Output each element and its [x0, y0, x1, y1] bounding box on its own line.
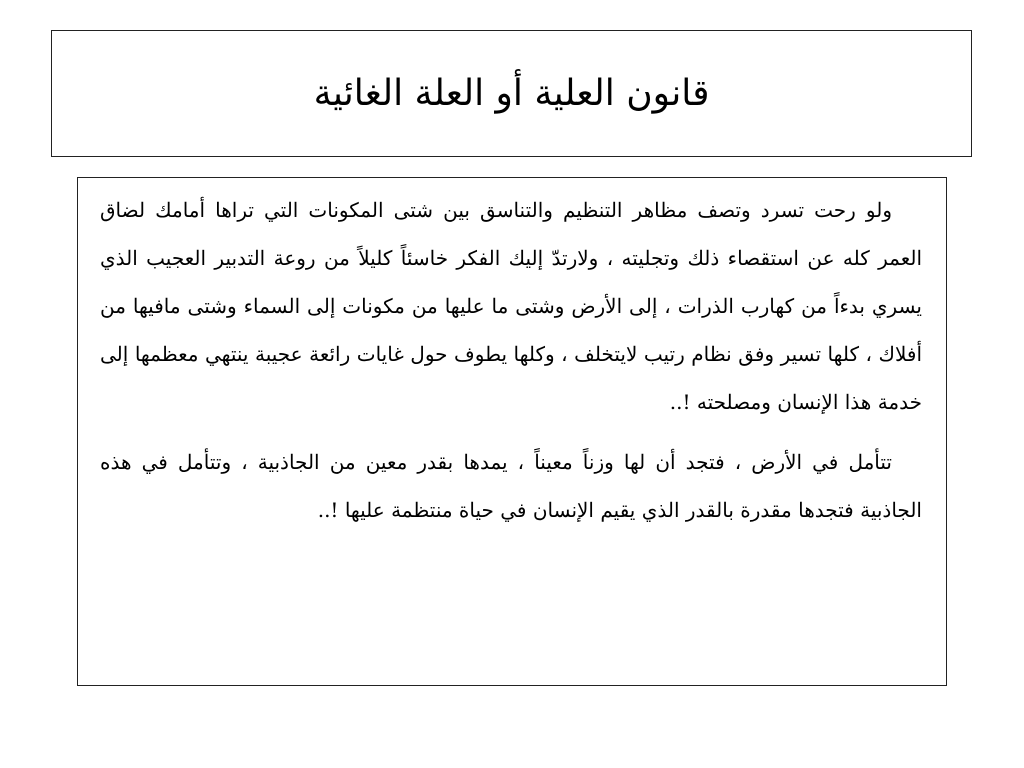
slide-title: قانون العلية أو العلة الغائية: [313, 72, 710, 114]
title-box: [51, 30, 972, 157]
paragraph-2: تتأمل في الأرض ، فتجد أن لها وزناً معيناً ، يمدها بقدر معين من الجاذبية ، وتتأمل في هذه الجاذبية فتجدها مقدرة بالقدر الذي يقيم الإنسان في حياة منتظمة عليها !..: [100, 450, 922, 522]
body-text-box: [77, 177, 947, 686]
paragraph-1: ولو رحت تسرد وتصف مظاهر التنظيم والتناسق بين شتى المكونات التي تراها أمامك لضاق العمر كله عن استقصاء ذلك وتجليته ، ولارتدّ إليك الفكر خاسئاً كليلاً من روعة التدبير العجيب الذي يسري بدءاً من كهارب الذرات ، إلى الأرض وشتى ما عليها من مكونات إلى السماء وشتى مافيها من أفلاك ، كلها تسير وفق نظام رتيب لايتخلف ، وكلها يطوف حول غايات رائعة عجيبة ينتهي معظمها إلى خدمة هذا الإنسان ومصلحته !..: [100, 198, 922, 414]
